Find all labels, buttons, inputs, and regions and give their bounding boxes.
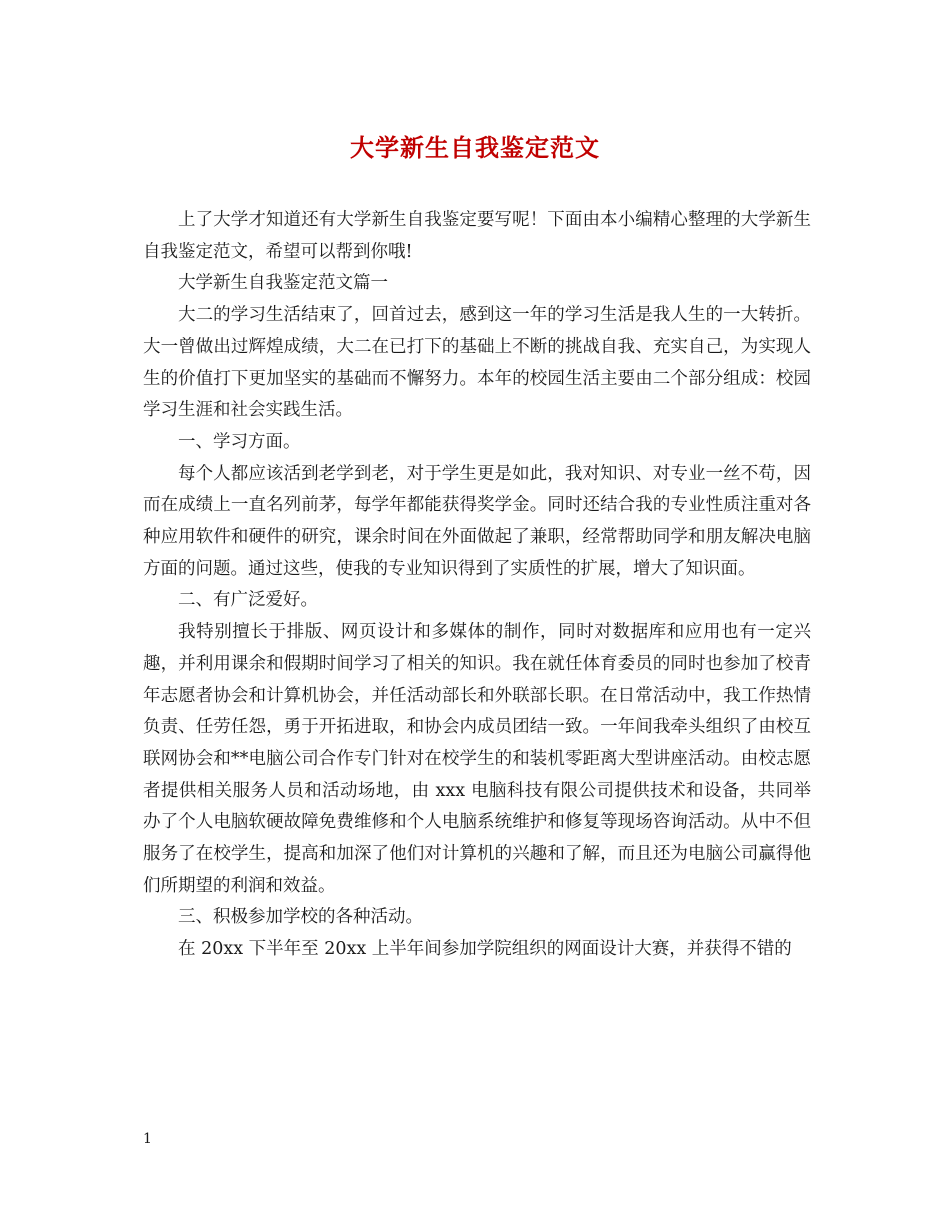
document-body [143,205,811,966]
paragraph-activities: 在 20xx 下半年至 20xx 上半年间参加学院组织的网面设计大赛，并获得不错的 [178,939,792,960]
page-number: 1 [143,1131,152,1147]
paragraph-heading-study: 一、学习方面。 [178,431,301,452]
paragraph-heading-activities: 三、积极参加学校的各种活动。 [178,907,423,928]
paragraph-section-heading: 大学新生自我鉴定范文篇一 [178,273,388,294]
paragraph-hobbies: 我特别擅长于排版、网页设计和多媒体的制作，同时对数据库和应用也有一定兴趣，并利用课余和假期时间学习了相关的知识。我在就任体育委员的同时也参加了校青年志愿者协会和计算机协会，并任活动部长和外联部长职。在日常活动中，我工作热情负责、任劳任怨，勇于开拓进取，和协会内成员团结一致。一年间我牵头组织了由校互联网协会和**电脑公司合作专门针对在校学生的和装机零距离大型讲座活动。由校志愿者提供相关服务人员和活动场地，由 xxx 电脑科技有限公司提供技术和设备，共同举办了个人电脑软硬故障免费维修和个人电脑系统维护和修复等现场咨询活动。从中不但服务了在校学生，提高和加深了他们对计算机的兴趣和了解，而且还为电脑公司赢得他们所期望的利润和效益。 [143,622,811,896]
paragraph-intro: 上了大学才知道还有大学新生自我鉴定要写呢！下面由本小编精心整理的大学新生自我鉴定范文，希望可以帮到你哦! [143,210,811,262]
paragraph-review: 大二的学习生活结束了，回首过去，感到这一年的学习生活是我人生的一大转折。大一曾做出过辉煌成绩，大二在已打下的基础上不断的挑战自我、充实自己，为实现人生的价值打下更加坚实的基础而不懈努力。本年的校园生活主要由二个部分组成：校园学习生涯和社会实践生活。 [143,305,811,421]
document-title: 大学新生自我鉴定范文 [350,133,600,162]
paragraph-heading-hobbies: 二、有广泛爱好。 [178,590,318,611]
paragraph-study: 每个人都应该活到老学到老，对于学生更是如此，我对知识、对专业一丝不苟，因而在成绩上一直名列前茅，每学年都能获得奖学金。同时还结合我的专业性质注重对各种应用软件和硬件的研究，课余时间在外面做起了兼职，经常帮助同学和朋友解决电脑方面的问题。通过这些，使我的专业知识得到了实质性的扩展，增大了知识面。 [143,463,811,579]
